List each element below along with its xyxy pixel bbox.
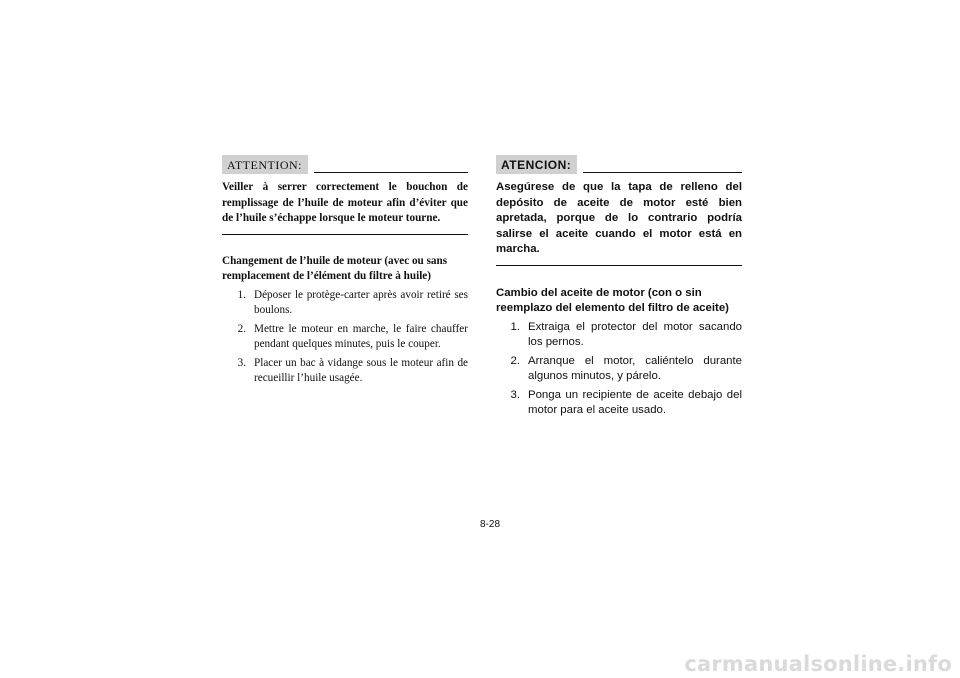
attention-header xyxy=(222,150,468,174)
attention-rule xyxy=(314,172,468,173)
step-text: Déposer le protège-carter après avoir retiré ses boulons. xyxy=(254,288,468,316)
list-item xyxy=(496,388,742,419)
watermark: carmanualsonline.info xyxy=(684,652,952,676)
attention-text: Veiller à serrer correctement le bouchon de remplissage de l’huile de moteur afin d’éviter que de l’huile s’échappe lorsque le moteur tourne. xyxy=(222,180,468,235)
list-item xyxy=(496,320,742,351)
french-column xyxy=(222,150,468,390)
step-number: 2. xyxy=(510,354,520,367)
atencion-header xyxy=(496,150,742,174)
atencion-text: Asegúrese de que la tapa de relleno del depósito de aceite de motor esté bien apretada, porque de lo contrario podría salirse el aceite cuando el motor está en marcha. xyxy=(496,180,742,266)
step-number: 3. xyxy=(237,356,246,369)
step-text: Arranque el motor, caliéntelo durante algunos minutos, y párelo. xyxy=(528,354,742,382)
atencion-rule xyxy=(583,172,742,173)
attention-label: ATTENTION: xyxy=(222,155,308,174)
list-item xyxy=(222,356,468,387)
section-title: Cambio del aceite de motor (con o sin reemplazo del elemento del filtro de aceite) xyxy=(496,286,729,314)
atencion-label: ATENCION: xyxy=(496,155,577,174)
spanish-column xyxy=(496,150,742,422)
section-title: Changement de l’huile de moteur (avec ou sans remplacement de l’élément du filtre à huile) xyxy=(222,254,448,282)
step-number: 2. xyxy=(237,322,246,335)
step-text: Mettre le moteur en marche, le faire chauffer pendant quelques minutes, puis le couper. xyxy=(254,322,468,350)
steps-list xyxy=(222,288,468,387)
list-item xyxy=(222,288,468,319)
step-number: 3. xyxy=(510,388,520,401)
step-text: Placer un bac à vidange sous le moteur afin de recueillir l’huile usagée. xyxy=(254,356,468,384)
steps-list xyxy=(496,320,742,419)
page-number: 8-28 xyxy=(479,519,500,530)
step-number: 1. xyxy=(237,288,246,301)
list-item xyxy=(222,322,468,353)
step-text: Extraiga el protector del motor sacando los pernos. xyxy=(528,320,742,348)
step-number: 1. xyxy=(510,320,520,333)
list-item xyxy=(496,354,742,385)
step-text: Ponga un recipiente de aceite debajo del motor para el aceite usado. xyxy=(528,388,742,416)
